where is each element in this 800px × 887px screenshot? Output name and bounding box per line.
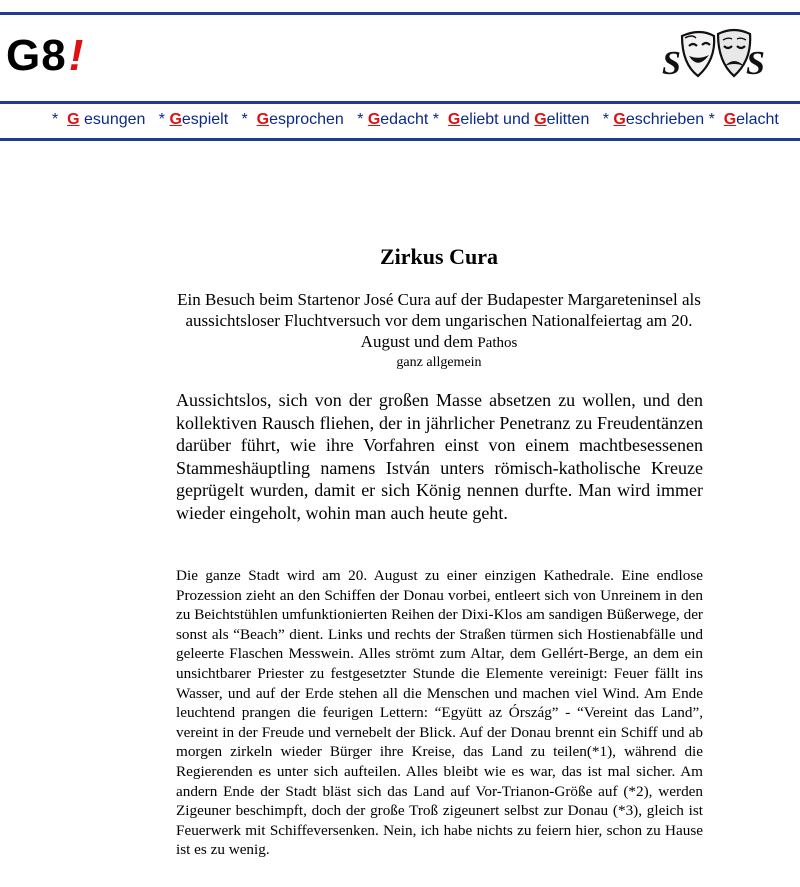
nav-separator: *: [357, 111, 364, 128]
nav-label: elacht: [736, 111, 779, 128]
site-logo[interactable]: [6, 30, 84, 82]
nav-initial: G: [67, 111, 80, 128]
nav-item-geschrieben[interactable]: [603, 111, 704, 128]
nav-separator: *: [708, 111, 715, 128]
nav-item-gedacht[interactable]: [357, 111, 428, 128]
nav-initial-2: G: [534, 111, 547, 128]
nav-separator: *: [52, 111, 59, 128]
subtitle-pathos: Pathos: [477, 335, 518, 351]
nav-initial: G: [613, 111, 626, 128]
nav-top-rule: [0, 101, 800, 104]
svg-text:S: S: [746, 45, 765, 82]
nav-initial: G: [723, 111, 737, 128]
nav-label: espielt: [181, 111, 229, 128]
nav-label: eschrieben: [625, 111, 705, 128]
nav-label: esungen: [84, 111, 146, 128]
theater-masks-icon: [662, 26, 774, 90]
main-navigation: [52, 109, 792, 131]
nav-item-gelacht[interactable]: [709, 111, 779, 128]
logo-exclamation: !: [68, 31, 85, 80]
nav-label: edacht: [380, 111, 429, 128]
nav-initial: G: [169, 111, 182, 128]
article-subtitle: [164, 289, 714, 372]
nav-initial: G: [256, 111, 270, 128]
nav-initial: G: [447, 111, 461, 128]
article-lead-paragraph: Aussichtslos, sich von der großen Masse absetzen zu wollen, und den kollektiven Rausch fliehen, der in jährlicher Penetranz zu Freudentänzen darüber führt, wie ihre Vorfahren einst von einem machtbesessenen Stammeshäuptling namens István unters römisch-katholische Kreuze geprügelt wurden, damit er sich König nennen durfte. Man wird immer wieder eingeholt, wohin man auch heute geht.: [176, 390, 703, 523]
article-body-paragraph: Die ganze Stadt wird am 20. August zu einer einzigen Kathedrale. Eine endlose Prozession zieht an den Schiffen der Donau vorbei, entleert sich von Unreinem in den zu Beichtstühlen umfunktionierten Reihen der Dixi-Klos am sandigen Büßerwege, der sonst als “Beach” dient. Links und rechts der Straßen türmen sich Hostienabfälle und geleerte Flaschen Messwein. Alles strömt zum Altar, dem Gellért-Berge, an dem ein unsichtbarer Priester zu festgesetzter Stunde die Elemente vereinigt: Feuer fällt ins Wasser, und auf der Erde stehen all die Menschen und machen viel Wind. Am Ende leuchtend prangen die feurigen Lettern: “Együtt az Órszág” - “Vereint das Land”, vereint in der Freude und vernebelt der Blick. Auf der Donau brennt ein Schiff und ab morgen zirkeln wieder Bürger ihre Kreise, das Land zu teilen(*1), während die Regierenden es unter sich aufteilen. Alles bleibt wie es war, das ist mal sicher. Am andern Ende der Stadt bläst sich das Land auf Vor-Trianon-Größe auf (*2), werden Zigeuner beschimpft, doch der große Troß zigeunert selbst zur Donau (*3), gleich ist Feuerwerk mit Schiffeversenken. Nein, ich habe nichts zu feiern hier, schon zu Hause ist es zu wenig.: [176, 567, 703, 859]
nav-separator: *: [158, 111, 165, 128]
logo-text: G8: [6, 31, 67, 80]
subtitle-main: Ein Besuch beim Startenor José Cura auf der Budapester Margareteninsel als aussichtsloser Fluchtversuch vor dem ungarischen Nationalfeiertag am 20. August und dem: [177, 290, 701, 351]
nav-separator: *: [432, 111, 440, 128]
nav-bottom-rule: [0, 138, 800, 141]
nav-item-gesprochen[interactable]: [242, 111, 344, 128]
nav-label: esprochen: [269, 111, 344, 128]
nav-initial: G: [367, 111, 381, 128]
nav-label-2: elitten: [546, 111, 590, 128]
nav-separator: *: [602, 111, 609, 128]
nav-item-gespielt[interactable]: [159, 111, 228, 128]
nav-label: eliebt und: [460, 111, 535, 128]
nav-separator: *: [241, 111, 248, 128]
subtitle-small: ganz allgemein: [396, 355, 482, 370]
article-title: Zirkus Cura: [380, 244, 498, 269]
nav-item-gesungen[interactable]: [52, 111, 145, 128]
top-rule: [0, 12, 800, 15]
svg-text:S: S: [662, 45, 681, 82]
nav-item-geliebt-und-gelitten[interactable]: [433, 111, 590, 128]
